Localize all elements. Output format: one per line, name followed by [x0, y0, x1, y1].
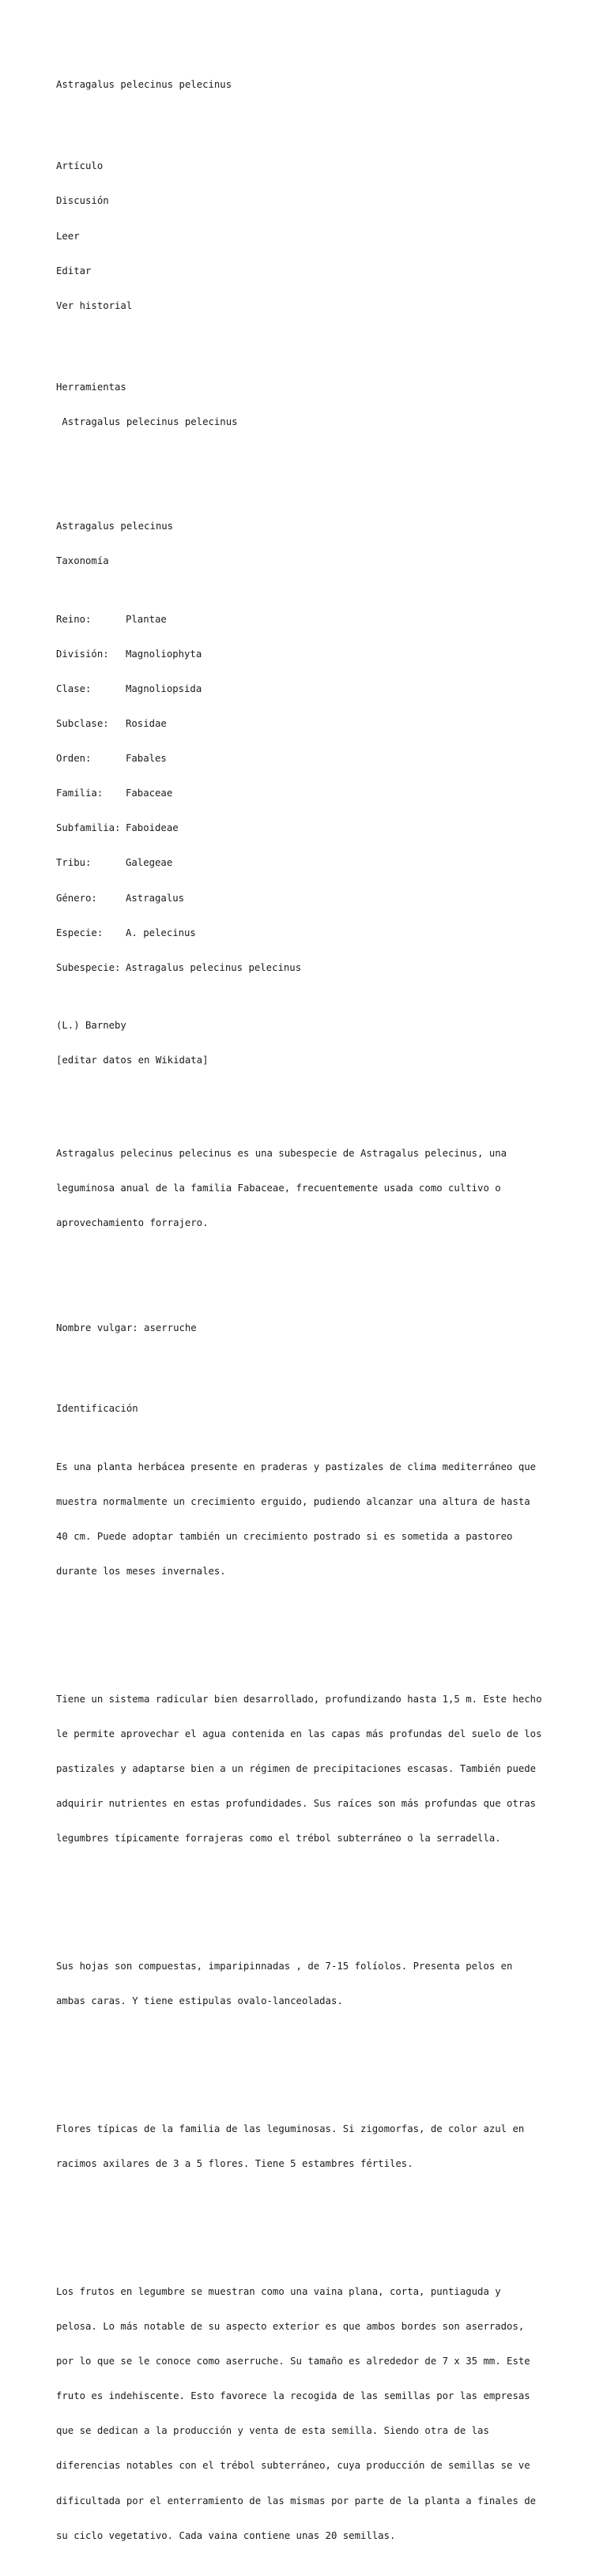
spacer — [56, 1276, 562, 1288]
taxobox-row — [56, 649, 562, 660]
taxobox-label: Género: — [56, 892, 97, 904]
taxobox-row — [56, 788, 562, 799]
page-title: Astragalus pelecinus pelecinus — [56, 79, 232, 91]
common-name: Nombre vulgar: aserruche — [56, 1322, 197, 1333]
wikidata-edit-link[interactable]: [editar datos en Wikidata] — [56, 1055, 209, 1066]
paragraph-line: Flores típicas de la familia de las leguminosas. Si zigomorfas, de color azul en — [56, 2123, 525, 2135]
identification-paragraph-2 — [56, 1671, 562, 1868]
taxobox — [56, 498, 562, 1090]
taxobox-value[interactable]: Fabales — [126, 753, 167, 765]
spacer — [56, 335, 562, 347]
paragraph-line: Es una planta herbácea presente en praderas y pastizales de clima mediterráneo que — [56, 1461, 537, 1472]
tools-menu[interactable]: Herramientas — [56, 381, 126, 393]
taxobox-value: Astragalus pelecinus pelecinus — [126, 961, 302, 973]
taxobox-heading: Taxonomía — [56, 555, 109, 567]
paragraph-line: aprovechamiento forrajero. — [56, 1217, 209, 1229]
paragraph-line: adquirir nutrientes en estas profundidades. Sus raíces son más profundas que otras — [56, 1798, 537, 1810]
taxobox-value[interactable]: Faboideae — [126, 822, 179, 834]
taxobox-row — [56, 857, 562, 869]
paragraph-line: muestra normalmente un crecimiento erguido, pudiendo alcanzar una altura de hasta — [56, 1496, 530, 1508]
spacer — [56, 2054, 562, 2066]
taxobox-label: Especie: — [56, 927, 104, 938]
paragraph-line: su ciclo vegetativo. Cada vaina contiene unas 20 semillas. — [56, 2529, 396, 2541]
paragraph-line: Tiene un sistema radicular bien desarrollado, profundizando hasta 1,5 m. Este hecho — [56, 1694, 542, 1705]
taxobox-value[interactable]: Magnoliophyta — [126, 648, 202, 660]
nav-discussion-link[interactable]: Discusión — [56, 195, 109, 207]
spacer — [56, 1624, 562, 1636]
taxobox-row — [56, 718, 562, 730]
taxobox-row — [56, 753, 562, 765]
spacer — [56, 2217, 562, 2228]
paragraph-line: racimos axilares de 3 a 5 flores. Tiene 5 estambres fértiles. — [56, 2158, 413, 2170]
paragraph-line: leguminosa anual de la familia Fabaceae, frecuentemente usada como cultivo o — [56, 1183, 501, 1194]
taxobox-value[interactable]: Galegeae — [126, 857, 173, 869]
taxobox-label: Subespecie: — [56, 961, 121, 973]
taxobox-value[interactable]: Plantae — [126, 613, 167, 625]
taxobox-value[interactable]: Astragalus — [126, 892, 185, 904]
paragraph-line: pelosa. Lo más notable de su aspecto exterior es que ambos bordes son aserrados, — [56, 2320, 525, 2332]
paragraph-line: ambas caras. Y tiene estipulas ovalo-lanceoladas. — [56, 1995, 343, 2007]
paragraph-line: por lo que se le conoce como aserruche. Su tamaño es alrededor de 7 x 35 mm. Este — [56, 2356, 530, 2367]
spacer — [56, 1891, 562, 1903]
paragraph-line: pastizales y adaptarse bien a un régimen de precipitaciones escasas. También puede — [56, 1763, 537, 1775]
taxobox-label: División: — [56, 648, 109, 660]
nav-read-link[interactable]: Leer — [56, 230, 80, 242]
identification-paragraph-3 — [56, 1938, 562, 2031]
paragraph-line: le permite aprovechar el agua contenida en las capas más profundas del suelo de los — [56, 1728, 542, 1740]
taxobox-row — [56, 962, 562, 974]
taxobox-row — [56, 927, 562, 939]
section-heading-identification: Identificación — [56, 1403, 138, 1415]
taxobox-name: Astragalus pelecinus — [56, 521, 174, 532]
taxobox-authority: (L.) Barneby — [56, 1020, 126, 1032]
paragraph-line: legumbres típicamente forrajeras como el trébol subterráneo o la serradella. — [56, 1833, 501, 1845]
identification-paragraph-4 — [56, 2100, 562, 2194]
spacer — [56, 451, 562, 463]
nav-history-link[interactable]: Ver historial — [56, 299, 133, 311]
tools-subtitle: Astragalus pelecinus pelecinus — [56, 416, 238, 427]
taxobox-value[interactable]: Fabaceae — [126, 788, 173, 799]
paragraph-line: fruto es indehiscente. Esto favorece la recogida de las semillas por las empresas — [56, 2390, 530, 2402]
identification-paragraph-5 — [56, 2262, 562, 2564]
taxobox-rows — [56, 590, 562, 997]
paragraph-line: 40 cm. Puede adoptar también un crecimiento postrado si es sometida a pastoreo — [56, 1531, 513, 1543]
intro-paragraph — [56, 1125, 562, 1253]
taxobox-label: Tribu: — [56, 857, 92, 869]
taxobox-label: Subfamilia: — [56, 822, 121, 834]
paragraph-line: Los frutos en legumbre se muestran como una vaina plana, corta, puntiaguda y — [56, 2285, 501, 2297]
paragraph-line: que se dedican a la producción y venta de esta semilla. Siendo otra de las — [56, 2425, 489, 2437]
taxobox-row — [56, 683, 562, 695]
paragraph-line: diferencias notables con el trébol subterráneo, cuya producción de semillas se ve — [56, 2460, 530, 2472]
paragraph-line: dificultada por el enterramiento de las mismas por parte de la planta a finales de — [56, 2495, 537, 2506]
taxobox-value[interactable]: Rosidae — [126, 718, 167, 730]
taxobox-label: Orden: — [56, 753, 92, 765]
spacer — [56, 1357, 562, 1369]
taxobox-label: Clase: — [56, 683, 92, 694]
taxobox-row — [56, 822, 562, 834]
taxobox-label: Reino: — [56, 613, 92, 625]
taxobox-value[interactable]: Magnoliopsida — [126, 683, 202, 694]
taxobox-label: Subclase: — [56, 718, 109, 730]
paragraph-line: Sus hojas son compuestas, imparipinnadas , de 7-15 folíolos. Presenta pelos en — [56, 1961, 513, 1972]
taxobox-value[interactable]: A. pelecinus — [126, 927, 196, 938]
paragraph-line: durante los meses invernales. — [56, 1566, 226, 1578]
document-page — [56, 56, 562, 2576]
nav-edit-link[interactable]: Editar — [56, 265, 92, 276]
taxobox-label: Familia: — [56, 788, 104, 799]
paragraph-line: Astragalus pelecinus pelecinus es una subespecie de Astragalus pelecinus, una — [56, 1148, 507, 1160]
nav-article-link[interactable]: Artículo — [56, 160, 104, 172]
identification-paragraph-1 — [56, 1438, 562, 1601]
taxobox-row — [56, 893, 562, 904]
spacer — [56, 115, 562, 126]
taxobox-row — [56, 614, 562, 626]
